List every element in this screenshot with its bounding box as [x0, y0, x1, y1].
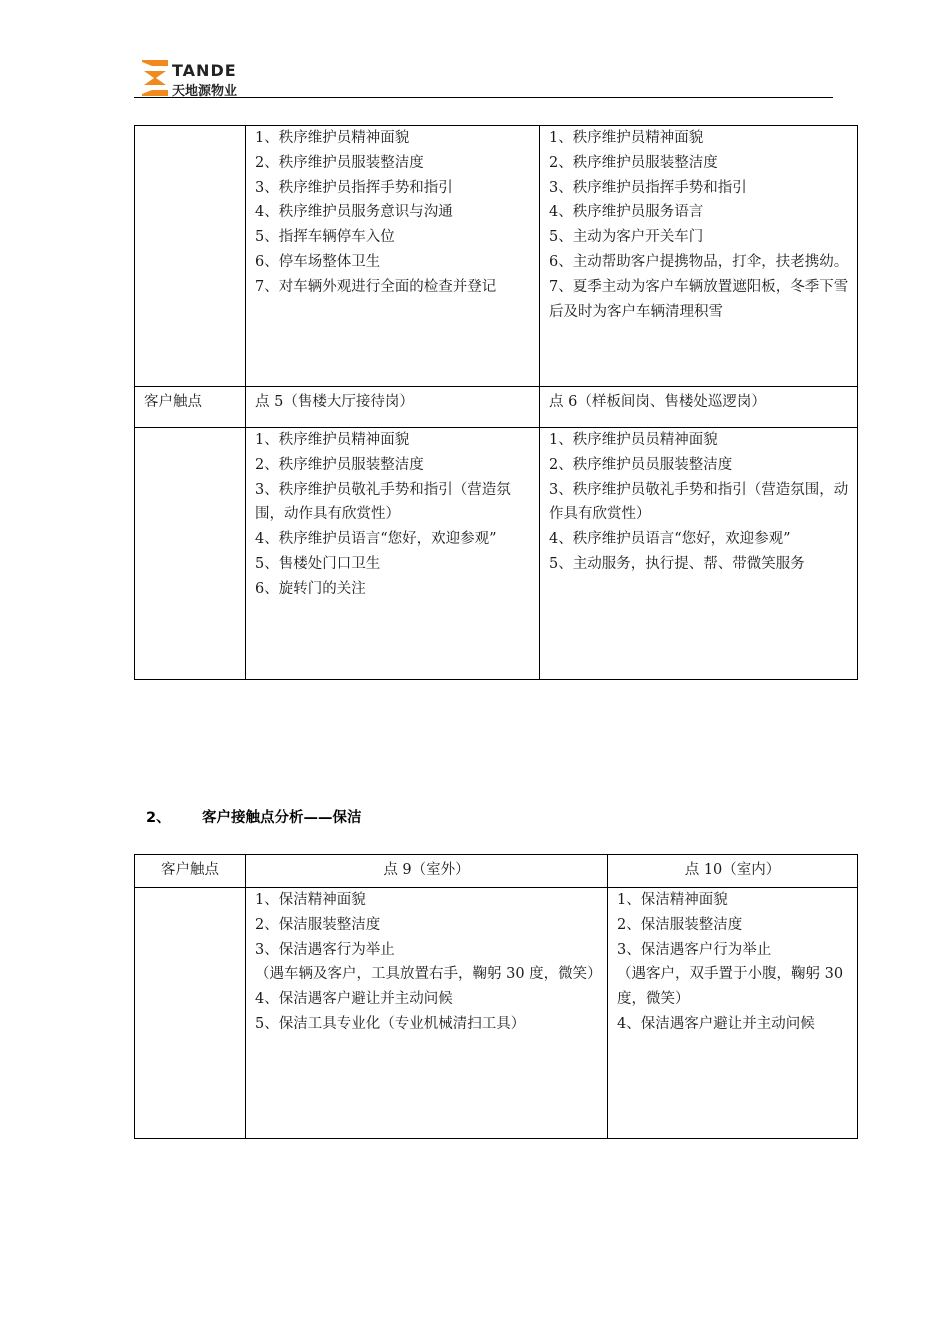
list-item: 3、保洁遇客户行为举止: [617, 941, 772, 958]
list-item: （遇车辆及客户，工具放置右手，鞠躬 30 度，微笑）: [255, 966, 602, 983]
touchpoint-label: 客户触点: [135, 387, 246, 428]
list-item: 2、秩序维护员服装整洁度: [255, 456, 424, 473]
list-item: 1、保洁精神面貌: [617, 892, 728, 908]
section-number: 2、: [146, 810, 171, 826]
table-cell: [135, 428, 246, 680]
logo-text-en: TANDE: [172, 61, 237, 80]
list-item: 1、秩序维护员精神面貌: [255, 130, 410, 146]
page-header: [0, 0, 950, 100]
table-row: [135, 126, 858, 387]
list-item: 3、秩序维护员指挥手势和指引: [255, 179, 453, 196]
list-item: 5、售楼处门口卫生: [255, 555, 381, 572]
list-item: 5、主动为客户开关车门: [549, 229, 704, 246]
logo-z-icon: [142, 60, 170, 96]
company-logo: [142, 60, 242, 100]
list-item: 7、对车辆外观进行全面的检查并登记: [255, 278, 497, 295]
cleaning-touchpoint-table: [134, 854, 858, 1139]
table-cell: [246, 126, 540, 387]
table-cell: [135, 888, 246, 1139]
section-title: 客户接触点分析——保洁: [202, 810, 362, 826]
list-item: 2、秩序维护员服装整洁度: [549, 154, 718, 171]
touchpoint-9-header: 点 9（室外）: [246, 855, 608, 888]
list-item: 2、保洁服装整洁度: [617, 916, 743, 933]
list-item: 6、停车场整体卫生: [255, 253, 381, 270]
list-item: 2、秩序维护员服装整洁度: [255, 154, 424, 171]
table-cell: [246, 888, 608, 1139]
list-item: 3、保洁遇客行为举止: [255, 941, 395, 958]
list-item: （遇客户，双手置于小腹，鞠躬 30 度，微笑）: [617, 966, 844, 1008]
list-item: 1、秩序维护员精神面貌: [549, 130, 704, 146]
list-item: 4、秩序维护员服务语言: [549, 204, 704, 221]
list-item: 4、秩序维护员语言“您好，欢迎参观”: [255, 531, 497, 548]
table-row: [135, 888, 858, 1139]
list-item: 4、保洁遇客户避让并主动问候: [255, 991, 453, 1008]
list-item: 4、保洁遇客户避让并主动问候: [617, 1015, 815, 1032]
list-item: 2、保洁服装整洁度: [255, 916, 381, 933]
table-cell: [540, 428, 858, 680]
list-item: 1、秩序维护员员精神面貌: [549, 432, 718, 448]
list-item: 5、主动服务，执行提、帮、带微笑服务: [549, 555, 805, 572]
list-item: 4、秩序维护员语言“您好，欢迎参观”: [549, 531, 791, 548]
table-cell: [608, 888, 858, 1139]
list-item: 3、秩序维护员敬礼手势和指引（营造氛围，动作具有欣赏性）: [255, 481, 511, 523]
touchpoint-label: 客户触点: [135, 855, 246, 888]
list-item: 7、夏季主动为客户车辆放置遮阳板，冬季下雪后及时为客户车辆清理积雪: [549, 278, 849, 320]
touchpoint-10-header: 点 10（室内）: [608, 855, 858, 888]
table-cell: [135, 126, 246, 387]
table-header-row: [135, 387, 858, 428]
section-heading: [146, 806, 362, 827]
list-item: 3、秩序维护员敬礼手势和指引（营造氛围，动作具有欣赏性）: [549, 481, 849, 523]
touchpoint-6-header: 点 6（样板间岗、售楼处巡逻岗）: [540, 387, 858, 428]
list-item: 1、保洁精神面貌: [255, 892, 366, 908]
list-item: 3、秩序维护员指挥手势和指引: [549, 179, 747, 196]
table-cell: [246, 428, 540, 680]
header-divider: [134, 97, 833, 98]
logo-text-cn: 天地源物业: [172, 84, 238, 99]
list-item: 6、旋转门的关注: [255, 580, 366, 597]
list-item: 6、主动帮助客户提携物品，打伞，扶老携幼。: [549, 253, 849, 270]
table-cell: [540, 126, 858, 387]
list-item: 1、秩序维护员精神面貌: [255, 432, 410, 448]
table-header-row: [135, 855, 858, 888]
list-item: 2、秩序维护员员服装整洁度: [549, 456, 733, 473]
table-row: [135, 428, 858, 680]
security-touchpoint-table: [134, 125, 858, 680]
touchpoint-5-header: 点 5（售楼大厅接待岗）: [246, 387, 540, 428]
list-item: 4、秩序维护员服务意识与沟通: [255, 204, 453, 221]
list-item: 5、保洁工具专业化（专业机械清扫工具）: [255, 1015, 526, 1032]
list-item: 5、指挥车辆停车入位: [255, 229, 395, 246]
